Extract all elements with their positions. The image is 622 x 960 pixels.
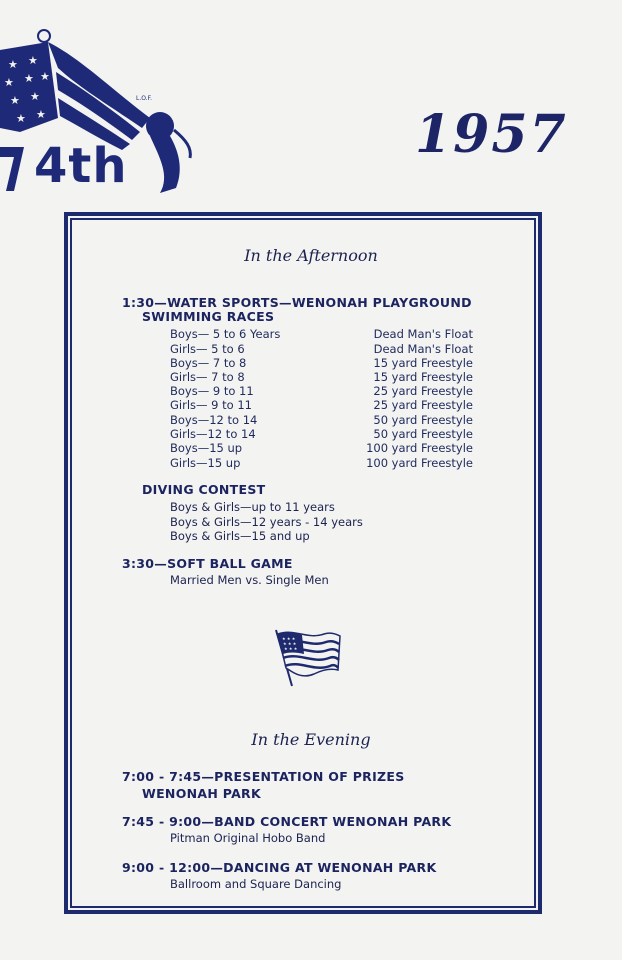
race-group: Girls— 5 to 6	[170, 342, 245, 356]
water-sports-title: 1:30—WATER SPORTS—WENONAH PLAYGROUND	[122, 295, 472, 310]
race-row	[170, 441, 473, 456]
race-event: 50 yard Freestyle	[373, 427, 473, 441]
race-row	[170, 356, 473, 371]
race-event: 100 yard Freestyle	[366, 441, 473, 455]
race-event: 15 yard Freestyle	[373, 356, 473, 370]
holiday-title: 4th	[34, 138, 128, 194]
svg-text:★ ★ ★: ★ ★ ★	[283, 641, 297, 646]
numeral-fragment-icon	[0, 145, 28, 193]
afternoon-heading: In the Afternoon	[244, 246, 378, 265]
race-group: Boys—15 up	[170, 441, 243, 455]
race-row	[170, 456, 473, 471]
american-flag-icon	[272, 626, 342, 688]
svg-text:★: ★	[8, 58, 18, 71]
svg-text:★: ★	[10, 94, 20, 107]
race-event: 25 yard Freestyle	[373, 398, 473, 412]
year-title: 1957	[415, 104, 568, 165]
race-event: 50 yard Freestyle	[373, 413, 473, 427]
svg-text:★ ★ ★: ★ ★ ★	[282, 636, 296, 641]
evening-item-title: 7:45 - 9:00—BAND CONCERT WENONAH PARK	[122, 814, 452, 829]
race-group: Girls— 9 to 11	[170, 398, 252, 412]
softball-title: 3:30—SOFT BALL GAME	[122, 556, 293, 571]
evening-item-detail: Pitman Original Hobo Band	[170, 831, 326, 845]
race-group: Girls— 7 to 8	[170, 370, 245, 384]
evening-item-location: WENONAH PARK	[142, 786, 261, 801]
race-group: Boys— 7 to 8	[170, 356, 247, 370]
race-group: Boys— 9 to 11	[170, 384, 254, 398]
race-row	[170, 342, 473, 357]
race-event: Dead Man's Float	[373, 342, 473, 356]
race-row	[170, 413, 473, 428]
race-row	[170, 398, 473, 413]
race-event: 15 yard Freestyle	[373, 370, 473, 384]
race-event: 100 yard Freestyle	[366, 456, 473, 470]
artist-mark: L.O.F.	[136, 95, 153, 102]
svg-text:★: ★	[4, 76, 14, 89]
race-event: Dead Man's Float	[373, 327, 473, 341]
race-row	[170, 384, 473, 399]
race-group: Boys— 5 to 6 Years	[170, 327, 281, 341]
race-group: Girls—12 to 14	[170, 427, 256, 441]
svg-text:★ ★ ★: ★ ★ ★	[284, 646, 298, 651]
race-event: 25 yard Freestyle	[373, 384, 473, 398]
swimming-races-subtitle: SWIMMING RACES	[142, 309, 275, 324]
race-group: Boys—12 to 14	[170, 413, 258, 427]
evening-item-detail: Ballroom and Square Dancing	[170, 877, 342, 891]
diving-group: Boys & Girls—12 years - 14 years	[170, 515, 363, 529]
diving-contest-title: DIVING CONTEST	[142, 482, 266, 497]
evening-heading: In the Evening	[251, 730, 371, 749]
race-row	[170, 327, 473, 342]
evening-item-title: 7:00 - 7:45—PRESENTATION OF PRIZES	[122, 769, 405, 784]
race-row	[170, 370, 473, 385]
svg-text:★: ★	[40, 70, 50, 83]
race-row	[170, 427, 473, 442]
svg-text:★: ★	[24, 72, 34, 85]
svg-text:★: ★	[36, 108, 46, 121]
race-group: Girls—15 up	[170, 456, 241, 470]
diving-group: Boys & Girls—15 and up	[170, 529, 310, 543]
svg-text:★: ★	[16, 112, 26, 125]
svg-text:★: ★	[30, 90, 40, 103]
diving-group: Boys & Girls—up to 11 years	[170, 500, 335, 514]
svg-text:★: ★	[28, 54, 38, 67]
softball-detail: Married Men vs. Single Men	[170, 573, 329, 587]
evening-item-title: 9:00 - 12:00—DANCING AT WENONAH PARK	[122, 860, 437, 875]
